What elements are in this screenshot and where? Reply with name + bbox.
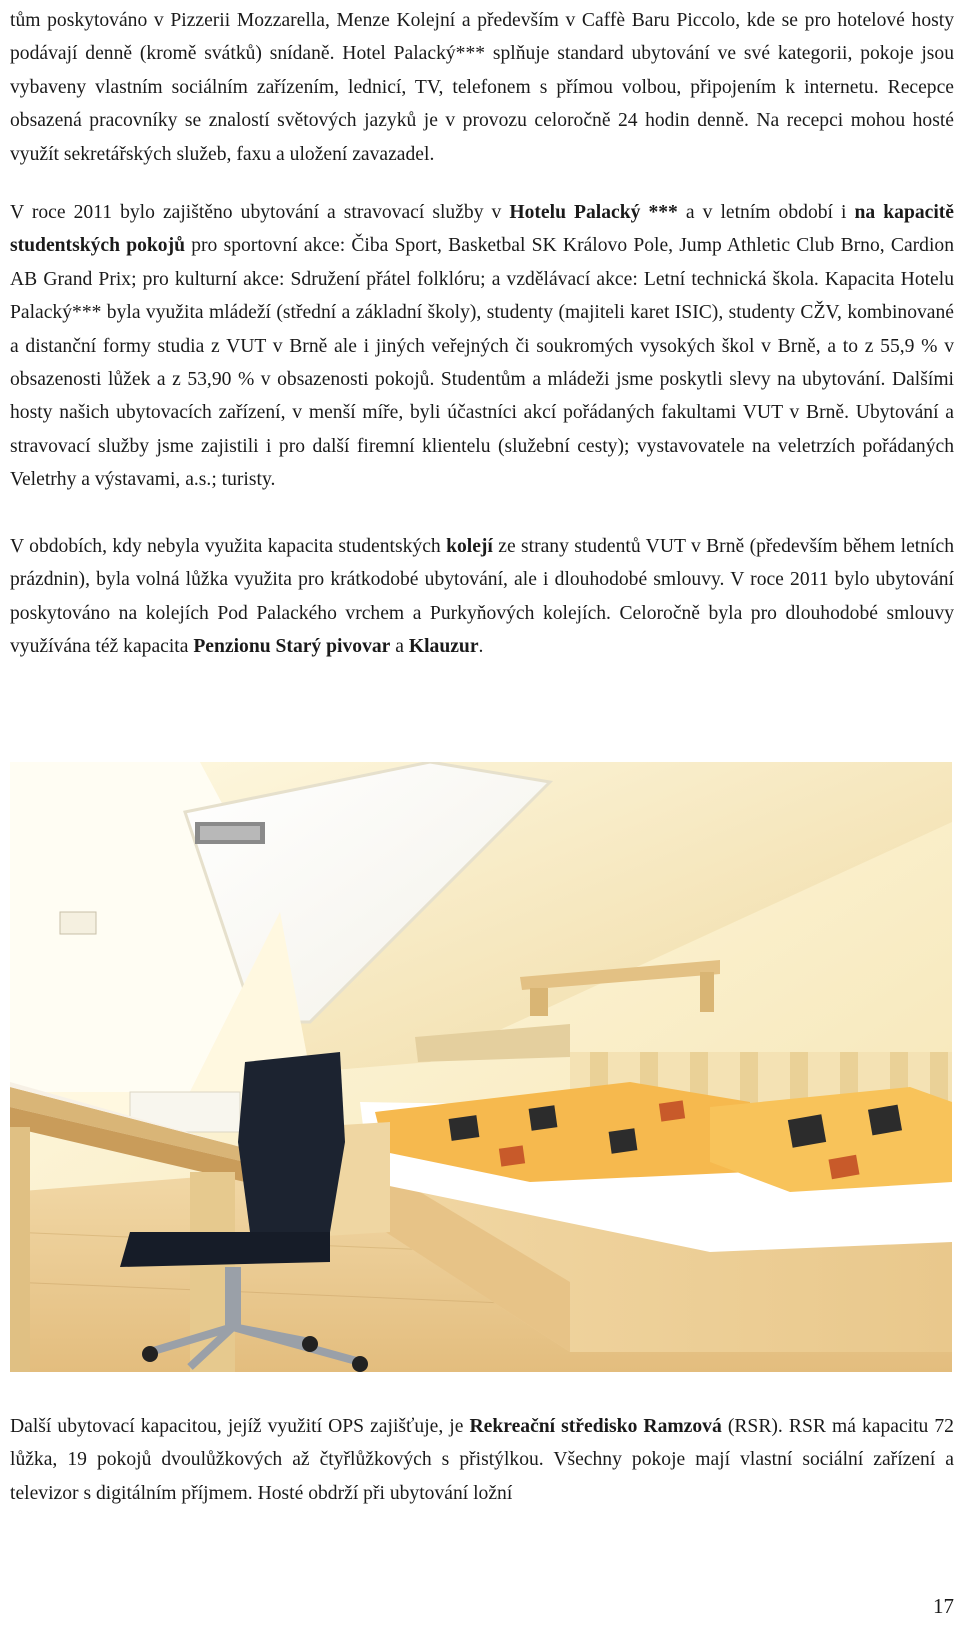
dormitory-room-photo [10, 762, 952, 1372]
text-segment: Další ubytovací kapacitou, jejíž využití OPS zajišťuje, je [10, 1416, 470, 1437]
page-number: 17 [933, 1594, 954, 1618]
text-segment: . [478, 636, 484, 658]
text-segment: pro sportovní akce: Čiba Sport, Basketbal SK Královo Pole, Jump Athletic Club Brno, Cardion AB Grand Prix; pro kulturní akce: Sdružení přátel folklóru; a vzdělávací akce: Letní technická škola. Kapacita Hotelu Palacký*** byla využita mládeží (střední a základní školy), studenty (majiteli karet ISIC), studenty CŽV, kombinované a distanční formy studia z VUT v Brně ale i jiných veřejných či soukromých vysokých škol v Brně, a to z 55,9 % v obsazenosti lůžek a z 53,90 % v obsazenosti pokojů. Studentům a mládeži jsme poskytli slevy na ubytování. Dalšími hosty našich ubytovacích zařízení, v menší míře, byli účastníci akcí pořádaných fakultami VUT v Brně. Ubytování a stravovací služby jsme zajistili i pro další firemní klientelu (služební cesty); vystavovatele na veletrzích pořádaných Veletrhy a výstavami, a.s.; turisty. [10, 235, 954, 491]
bold-text-segment: Penzionu Starý pivovar [193, 636, 391, 658]
paragraph-student-dormitories [10, 530, 954, 664]
text-segment: V obdobích, kdy nebyla využita kapacita studentských [10, 536, 447, 557]
bold-text-segment: Hotelu Palacký *** [509, 202, 678, 223]
paragraph-ramzova-resort [10, 1410, 954, 1510]
bold-text-segment: Klauzur [408, 636, 479, 658]
bold-text-segment: na kapacitě studentských pokojů [10, 202, 954, 257]
bold-text-segment: Rekreační středisko Ramzová [469, 1416, 722, 1437]
paragraph-hotel-accommodation-2011 [10, 196, 954, 497]
text-segment: a v letním období i [677, 202, 855, 223]
text-segment: tům poskytováno v Pizzerii Mozzarella, Menze Kolejní a především v Caffè Baru Piccolo, kde se pro hotelové hosty podávají denně (kromě svátků) snídaně. Hotel Palacký*** splňuje standard ubytování ve své kategorii, pokoje jsou vybaveny vlastním sociálním zařízením, lednicí, TV, telefonem s přímou volbou, připojením k internetu. Recepce obsazená pracovníky se znalostí světových jazyků je v provozu celoročně 24 hodin denně. Na recepci mohou hosté využít sekretářských služeb, faxu a uložení zavazadel. [10, 10, 954, 165]
text-segment: a [390, 636, 409, 658]
text-segment: (RSR). RSR má kapacitu 72 lůžka, 19 pokojů dvoulůžkových až čtyřlůžkových s přistýlkou. Všechny pokoje mají vlastní sociální zařízení a televizor s digitálním příjmem. Hosté obdrží při ubytování ložní [10, 1416, 954, 1504]
bold-text-segment: kolejí [446, 536, 493, 557]
text-segment: ze strany studentů VUT v Brně (především během letních prázdnin), byla volná lůžka využita pro krátkodobé ubytování, ale i dlouhodobé smlouvy. V roce 2011 bylo ubytování poskytováno na kolejích Pod Palackého vrchem a Purkyňových kolejích. Celoročně byla pro dlouhodobé smlouvy využívána též kapacita [10, 536, 954, 658]
paragraph-hotel-palacky-services [10, 4, 954, 171]
text-segment: V roce 2011 bylo zajištěno ubytování a stravovací služby v [10, 202, 510, 223]
